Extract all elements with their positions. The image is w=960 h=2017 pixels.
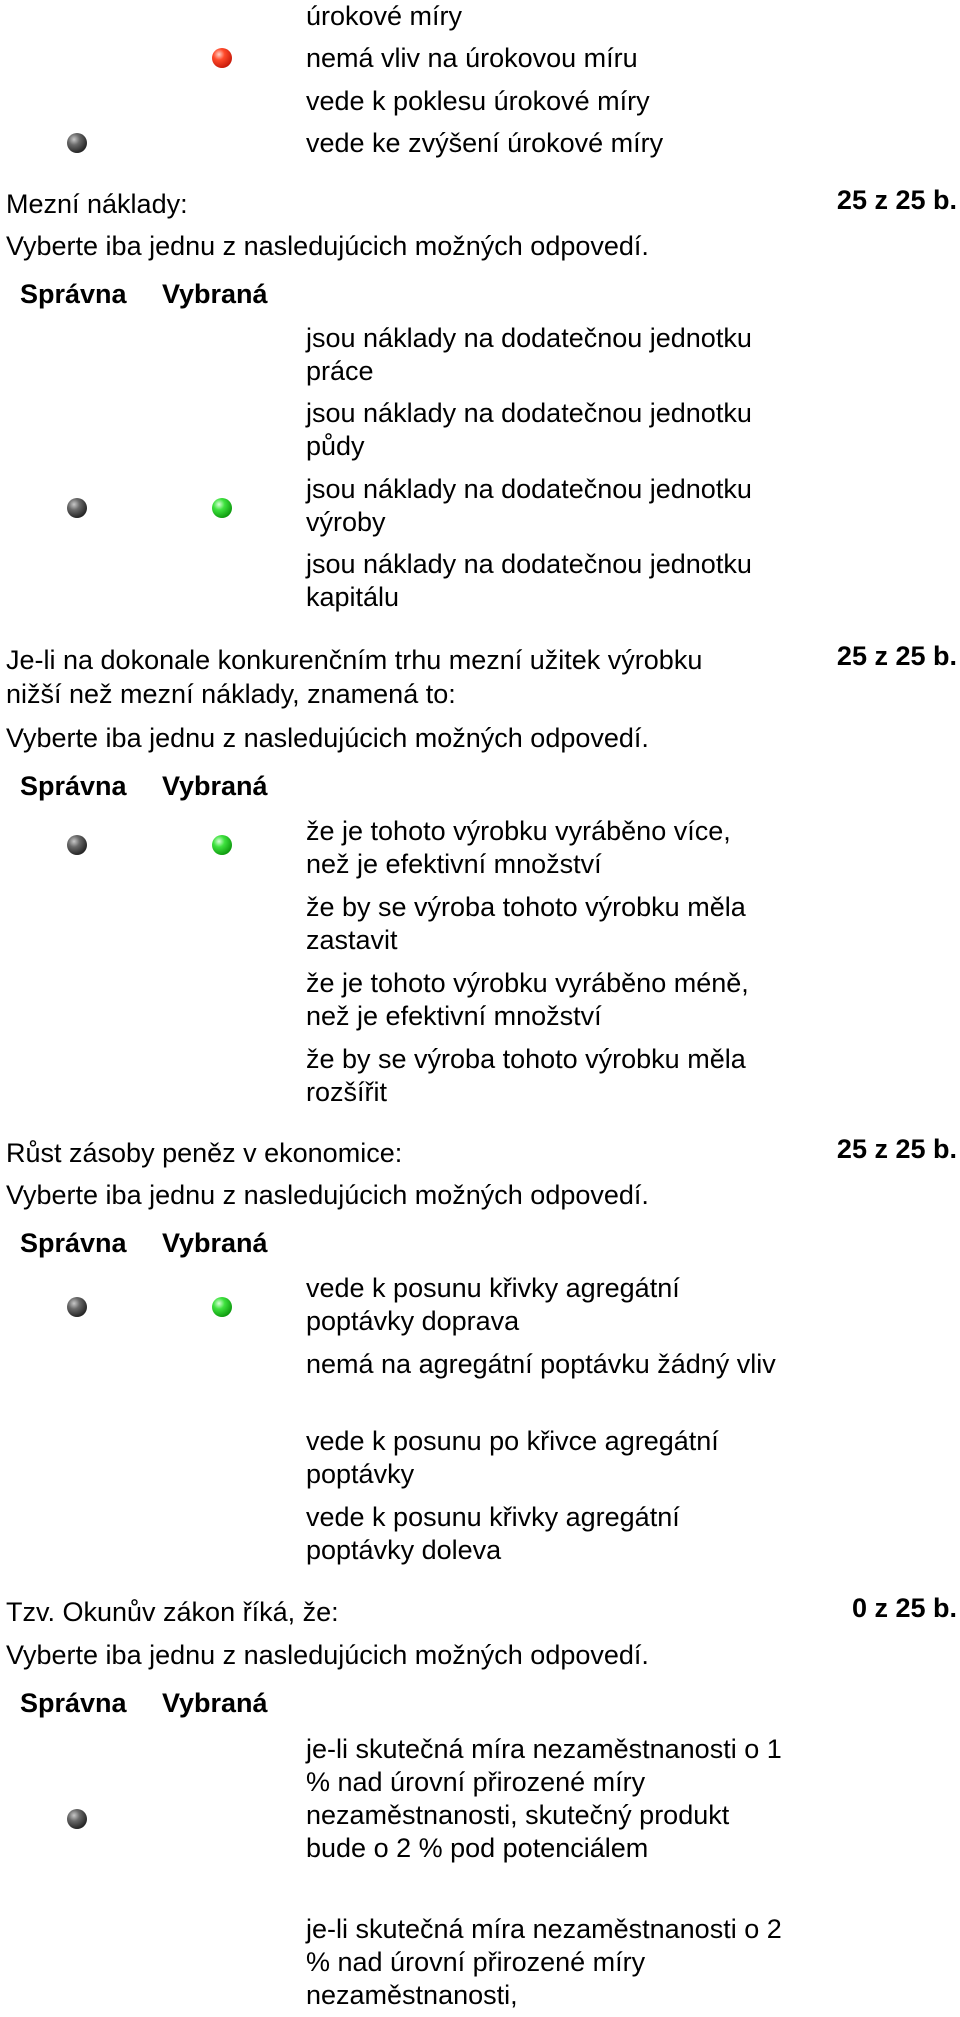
question-text: Mezní náklady:: [6, 189, 188, 219]
selected-answer-icon: [212, 1297, 232, 1317]
question-text: Je-li na dokonale konkurenčním trhu mezní užitek výrobku nižší než mezní náklady, znamená to:: [6, 645, 703, 709]
score-label: 25 z 25 b.: [836, 1134, 957, 1164]
correct-answer-icon: [67, 1809, 87, 1829]
selected-answer-icon: [212, 498, 232, 518]
header-correct: Správna: [20, 279, 127, 309]
question-text: Růst zásoby peněz v ekonomice:: [6, 1138, 403, 1168]
answer-option: vede ke zvýšení úrokové míry: [306, 128, 664, 158]
answer-option: že by se výroba tohoto výrobku měla rozšířit: [306, 1044, 746, 1107]
instruction-text: Vyberte iba jednu z nasledujúcich možných odpovedí.: [6, 231, 649, 261]
answer-option: jsou náklady na dodatečnou jednotku práce: [306, 323, 752, 386]
answer-option: vede k posunu křivky agregátní poptávky doprava: [306, 1273, 680, 1336]
answer-option: vede k poklesu úrokové míry: [306, 86, 650, 116]
header-selected: Vybraná: [162, 1688, 268, 1718]
answer-option: nemá na agregátní poptávku žádný vliv: [306, 1349, 776, 1379]
instruction-text: Vyberte iba jednu z nasledujúcich možných odpovedí.: [6, 1640, 649, 1670]
answer-option: že je tohoto výrobku vyráběno více, než je efektivní množství: [306, 816, 731, 879]
answer-option: jsou náklady na dodatečnou jednotku kapitálu: [306, 549, 752, 612]
selected-answer-icon: [212, 835, 232, 855]
answer-option: jsou náklady na dodatečnou jednotku výroby: [306, 474, 752, 537]
header-selected: Vybraná: [162, 1228, 268, 1258]
correct-answer-icon: [67, 133, 87, 153]
question-text: Tzv. Okunův zákon říká, že:: [6, 1597, 339, 1627]
header-selected: Vybraná: [162, 771, 268, 801]
correct-answer-icon: [67, 1297, 87, 1317]
correct-answer-icon: [67, 498, 87, 518]
instruction-text: Vyberte iba jednu z nasledujúcich možných odpovedí.: [6, 1180, 649, 1210]
answer-option: vede k posunu po křivce agregátní poptávky: [306, 1426, 719, 1489]
score-label: 0 z 25 b.: [851, 1593, 957, 1623]
answer-option: nemá vliv na úrokovou míru: [306, 43, 638, 73]
header-correct: Správna: [20, 1228, 127, 1258]
selected-wrong-answer-icon: [212, 48, 232, 68]
score-label: 25 z 25 b.: [836, 185, 957, 215]
answer-option: že by se výroba tohoto výrobku měla zastavit: [306, 892, 746, 955]
instruction-text: Vyberte iba jednu z nasledujúcich možných odpovedí.: [6, 723, 649, 753]
answer-option: je-li skutečná míra nezaměstnanosti o 1 % nad úrovní přirozené míry nezaměstnanosti, skutečný produkt bude o 2 % pod potenciálem: [306, 1734, 782, 1863]
answer-option: úrokové míry: [306, 1, 463, 31]
answer-option: jsou náklady na dodatečnou jednotku půdy: [306, 398, 752, 461]
header-correct: Správna: [20, 771, 127, 801]
answer-option: je-li skutečná míra nezaměstnanosti o 2 % nad úrovní přirozené míry nezaměstnanosti,: [306, 1914, 782, 2010]
score-label: 25 z 25 b.: [836, 641, 957, 671]
answer-option: vede k posunu křivky agregátní poptávky doleva: [306, 1502, 680, 1565]
header-selected: Vybraná: [162, 279, 268, 309]
answer-option: že je tohoto výrobku vyráběno méně, než je efektivní množství: [306, 968, 749, 1031]
header-correct: Správna: [20, 1688, 127, 1718]
correct-answer-icon: [67, 835, 87, 855]
